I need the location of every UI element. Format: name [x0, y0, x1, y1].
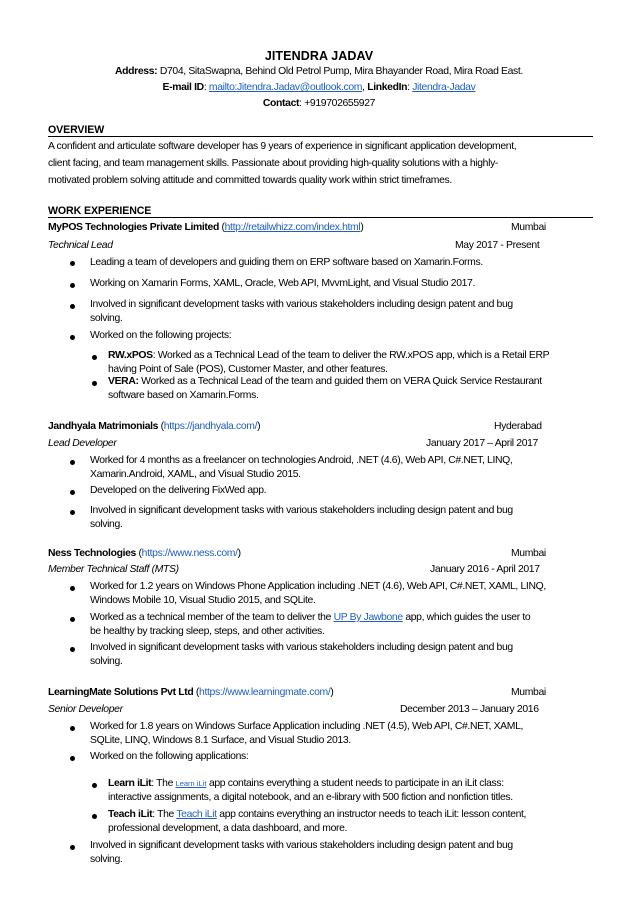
project-text: having Point of Sale (POS), Customer Master, and other features. [108, 364, 388, 375]
job-bullet-text: Involved in significant development tasks with various stakeholders including design patent and bug [90, 840, 513, 851]
teach-ilit-link[interactable]: Teach iLit [176, 809, 217, 820]
job-bullet-text: Developed on the delivering FixWed app. [90, 485, 267, 496]
job-bullet-text: Worked for 1.2 years on Windows Phone Application including .NET (4.6), Web API, C#.NET, XAML, LINQ, [90, 581, 546, 592]
upby-jawbone-link[interactable]: UP By Jawbone [333, 612, 403, 623]
bullet-icon [70, 510, 75, 515]
project-text: software based on Xamarin.Forms. [108, 390, 259, 401]
job-role: Senior Developer [48, 704, 123, 715]
job-company-line: Ness Technologies (https://www.ness.com/) [48, 548, 241, 559]
job-bullet-text: Xamarin.Android, XAML, and Visual Studio 2015. [90, 469, 301, 480]
job-bullet-text: Worked on the following applications: [90, 751, 249, 762]
job-bullet-text: Worked for 4 months as a freelancer on technologies Android, .NET (4.6), Web API, C#.NET, LINQ, [90, 455, 513, 466]
job-bullet-text: Involved in significant development tasks with various stakeholders including design patent and bug [90, 299, 513, 310]
job-role: Member Technical Staff (MTS) [48, 564, 179, 575]
linkedin-link[interactable]: Jitendra-Jadav [412, 82, 476, 93]
job-role: Technical Lead [48, 240, 113, 251]
job-dates: January 2017 – April 2017 [426, 438, 538, 449]
bullet-icon [70, 617, 75, 622]
bullet-icon [70, 283, 75, 288]
bullet-icon [70, 335, 75, 340]
project-name: VERA: [108, 376, 139, 387]
company-name: Ness Technologies [48, 548, 136, 559]
bullet-icon [70, 261, 75, 266]
overview-text-line: motivated problem solving attitude and committed towards quality work within strict timeframes. [48, 175, 452, 186]
job-bullet-text: Worked on the following projects: [90, 330, 232, 341]
job-bullet-text: Leading a team of developers and guiding them on ERP software based on Xamarin.Forms. [90, 257, 483, 268]
address-line [0, 65, 638, 79]
candidate-name: JITENDRA JADAV [264, 49, 374, 63]
job-bullet-text: solving. [90, 313, 123, 324]
overview-text-line: client facing, and team management skills. Passionate about providing high-quality solutions with a highly- [48, 158, 499, 169]
job-dates: May 2017 - Present [455, 240, 540, 251]
address-label: Address: [115, 66, 158, 77]
job-location: Mumbai [511, 222, 546, 233]
job-bullet-text: be healthy by tracking sleep, steps, and other activities. [90, 626, 325, 637]
linkedin-label: LinkedIn [367, 82, 408, 93]
job-dates: January 2016 - April 2017 [430, 564, 540, 575]
app-name: Learn iLit [108, 778, 152, 789]
sub-bullet-icon [92, 381, 97, 386]
app-text: interactive assignments, a digital notebook, and an e-library with 500 fiction and nonfiction titles. [108, 792, 513, 803]
job-bullet-text: Involved in significant development tasks with various stakeholders including design patent and bug [90, 505, 513, 516]
bullet-icon [70, 756, 75, 761]
job-location: Mumbai [511, 548, 546, 559]
sub-bullet-icon [92, 355, 97, 360]
job-role: Lead Developer [48, 438, 117, 449]
bullet-icon [70, 304, 75, 309]
company-url[interactable]: http://retailwhizz.com/index.html [224, 222, 361, 233]
email-linkedin-line: E-mail ID: mailto:Jitendra.Jadav@outlook.com, LinkedIn: Jitendra-Jadav [162, 82, 476, 93]
project-text: VERA: Worked as a Technical Lead of the team and guided them on VERA Quick Service Restaurant [108, 376, 542, 387]
bullet-icon [70, 586, 75, 591]
overview-text-line: A confident and articulate software developer has 9 years of experience in significant application development, [48, 141, 517, 152]
job-bullet-text: Working on Xamarin Forms, XAML, Oracle, Web API, MvvmLight, and Visual Studio 2017. [90, 278, 476, 289]
job-bullet-text: SQLite, LINQ, Windows 8.1 Surface, and Visual Studio 2013. [90, 735, 351, 746]
company-name: MyPOS Technologies Private Limited [48, 222, 219, 233]
contact-line [0, 97, 638, 111]
job-bullet-text: solving. [90, 854, 123, 865]
job-dates: December 2013 – January 2016 [400, 704, 539, 715]
job-bullet-text: Involved in significant development tasks with various stakeholders including design patent and bug [90, 642, 513, 653]
sub-bullet-icon [92, 814, 97, 819]
job-bullet-text: solving. [90, 519, 123, 530]
project-text: RW.xPOS: Worked as a Technical Lead of the team to deliver the RW.xPOS app, which is a Retail ERP [108, 350, 550, 361]
work-experience-heading: WORK EXPERIENCE [48, 205, 593, 218]
overview-heading: OVERVIEW [48, 124, 593, 137]
bullet-icon [70, 647, 75, 652]
job-company-line: Jandhyala Matrimonials (https://jandhyala.com/) [48, 421, 261, 432]
sub-bullet-icon [92, 783, 97, 788]
app-text: Teach iLit: The Teach iLit app contains everything an instructor needs to teach iLit: lesson content, [108, 809, 527, 820]
email-link[interactable]: mailto:Jitendra.Jadav@outlook.com [208, 82, 363, 93]
contact-value: : +919702655927 [299, 98, 376, 109]
app-name: Teach iLit [108, 809, 153, 820]
job-location: Mumbai [511, 687, 546, 698]
address-value: D704, SitaSwapna, Behind Old Petrol Pump, Mira Bhayander Road, Mira Road East. [159, 66, 523, 77]
job-company-line: MyPOS Technologies Private Limited (http://retailwhizz.com/index.html) [48, 222, 364, 233]
app-text: professional development, a data dashboard, and more. [108, 823, 348, 834]
project-name: RW.xPOS [108, 350, 153, 361]
app-text: Learn iLit: The Learn iLit app contains everything a student needs to participate in an iLit class: [108, 778, 504, 789]
email-label: E-mail ID [162, 82, 204, 93]
contact-label: Contact [262, 98, 300, 109]
bullet-icon [70, 490, 75, 495]
job-bullet-text: solving. [90, 656, 123, 667]
bullet-icon [70, 845, 75, 850]
job-bullet-text: Worked as a technical member of the team to deliver the UP By Jawbone app, which guides the user to [90, 612, 531, 623]
company-url[interactable]: https://www.ness.com/ [141, 548, 238, 559]
job-bullet-text: Worked for 1.8 years on Windows Surface Application including .NET (4.5), Web API, C#.NET, XAML, [90, 721, 524, 732]
learn-ilit-link[interactable]: Learn iLit [175, 779, 207, 788]
company-url[interactable]: https://jandhyala.com/ [163, 421, 258, 432]
company-name: Jandhyala Matrimonials [48, 421, 159, 432]
bullet-icon [70, 726, 75, 731]
company-url[interactable]: https://www.learningmate.com/ [199, 687, 331, 698]
job-bullet-text: Windows Mobile 10, Visual Studio 2015, and SQLite. [90, 595, 316, 606]
job-company-line: LearningMate Solutions Pvt Ltd (https://www.learningmate.com/) [48, 687, 334, 698]
job-location: Hyderabad [494, 421, 542, 432]
bullet-icon [70, 460, 75, 465]
company-name: LearningMate Solutions Pvt Ltd [48, 687, 194, 698]
